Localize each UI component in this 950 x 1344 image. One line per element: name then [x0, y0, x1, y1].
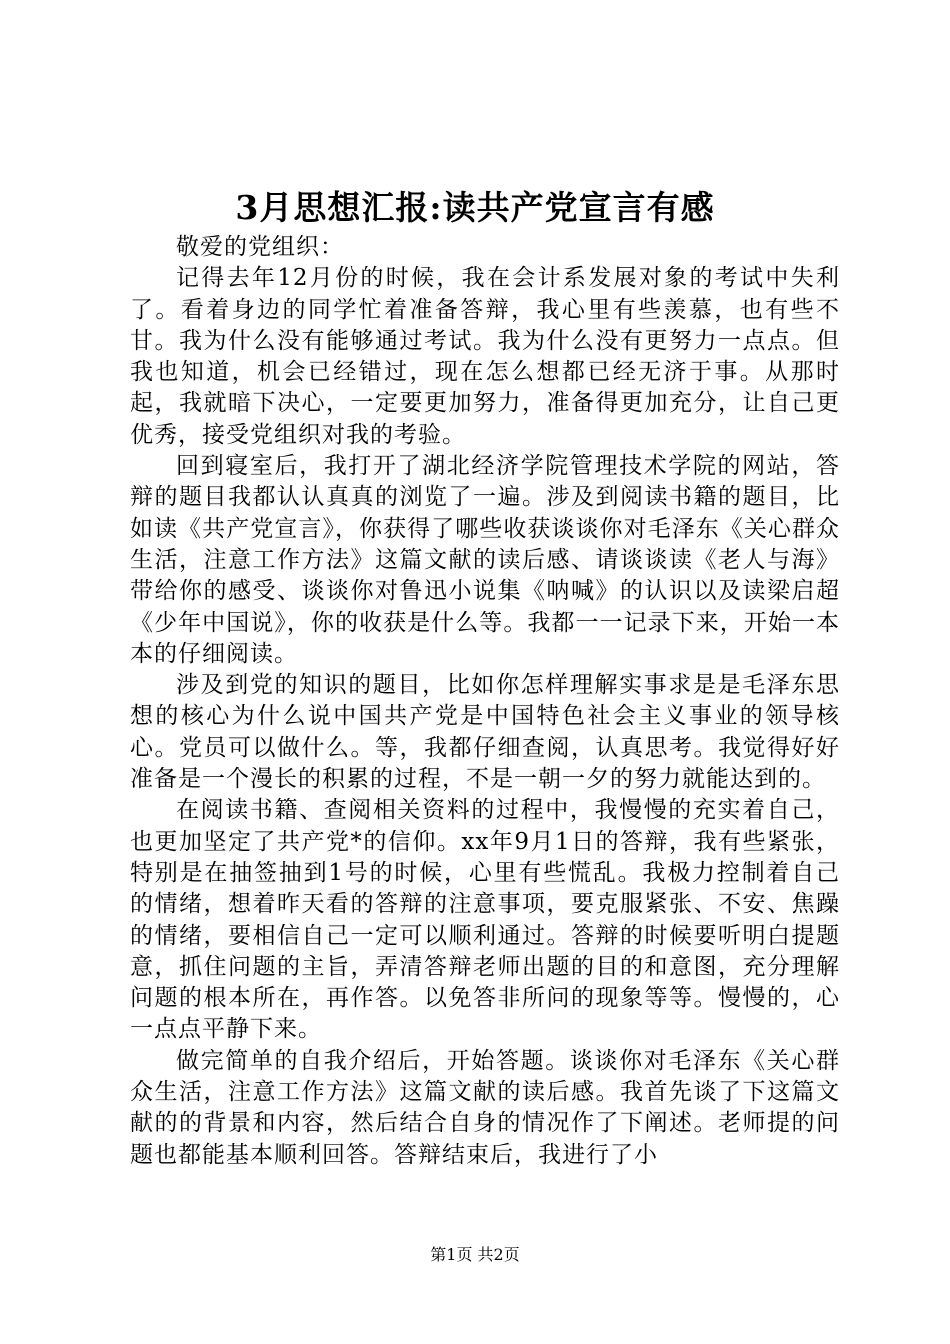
paragraph: 记得去年12月份的时候，我在会计系发展对象的考试中失利了。看着身边的同学忙着准备答辩，我心里有些羡慕，也有些不甘。我为什么没有能够通过考试。我为什么没有更努力一点点。但我也知道，机会已经错过，现在怎么想都已经无济于事。从那时起，我就暗下决心，一定要更加努力，准备得更加充分，让自己更优秀，接受党组织对我的考验。 [130, 265, 840, 448]
paragraph: 涉及到党的知识的题目，比如你怎样理解实事求是是毛泽东思想的核心为什么说中国共产党是中国特色社会主义事业的领导核心。党员可以做什么。等，我都仔细查阅，认真思考。我觉得好好准备是一个漫长的积累的过程，不是一朝一夕的努力就能达到的。 [130, 672, 840, 793]
document-body [130, 232, 840, 1171]
document-title: 3月思想汇报:读共产党宣言有感 [235, 188, 715, 227]
paragraph: 在阅读书籍、查阅相关资料的过程中，我慢慢的充实着自己，也更加坚定了共产党*的信仰。xx年9月1日的答辩，我有些紧张，特别是在抽签抽到1号的时候，心里有些慌乱。我极力控制着自己的情绪，想着昨天看的答辩的注意事项，要克服紧张、不安、焦躁的情绪，要相信自己一定可以顺利通过。答辩的时候要听明白提题意，抓住问题的主旨，弄清答辩老师出题的目的和意图，充分理解问题的根本所在，再作答。以免答非所问的现象等等。慢慢的，心一点点平静下来。 [130, 797, 840, 1043]
paragraph: 做完简单的自我介绍后，开始答题。谈谈你对毛泽东《关心群众生活，注意工作方法》这篇文献的读后感。我首先谈了下这篇文献的的背景和内容，然后结合自身的情况作了下阐述。老师提的问题也都能基本顺利回答。答辩结束后，我进行了小 [130, 1047, 840, 1168]
page-footer [0, 1244, 950, 1266]
page-number: 第1页 共2页 [430, 1245, 520, 1264]
greeting: 敬爱的党组织： [176, 234, 344, 260]
paragraph: 回到寝室后，我打开了湖北经济学院管理技术学院的网站，答辩的题目我都认认真真的浏览了一遍。涉及到阅读书籍的题目，比如读《共产党宣言》，你获得了哪些收获谈谈你对毛泽东《关心群众生活，注意工作方法》这篇文献的读后感、请谈谈读《老人与海》带给你的感受、谈谈你对鲁迅小说集《呐喊》的认识以及读梁启超《少年中国说》，你的收获是什么等。我都一一记录下来，开始一本本的仔细阅读。 [130, 453, 840, 667]
